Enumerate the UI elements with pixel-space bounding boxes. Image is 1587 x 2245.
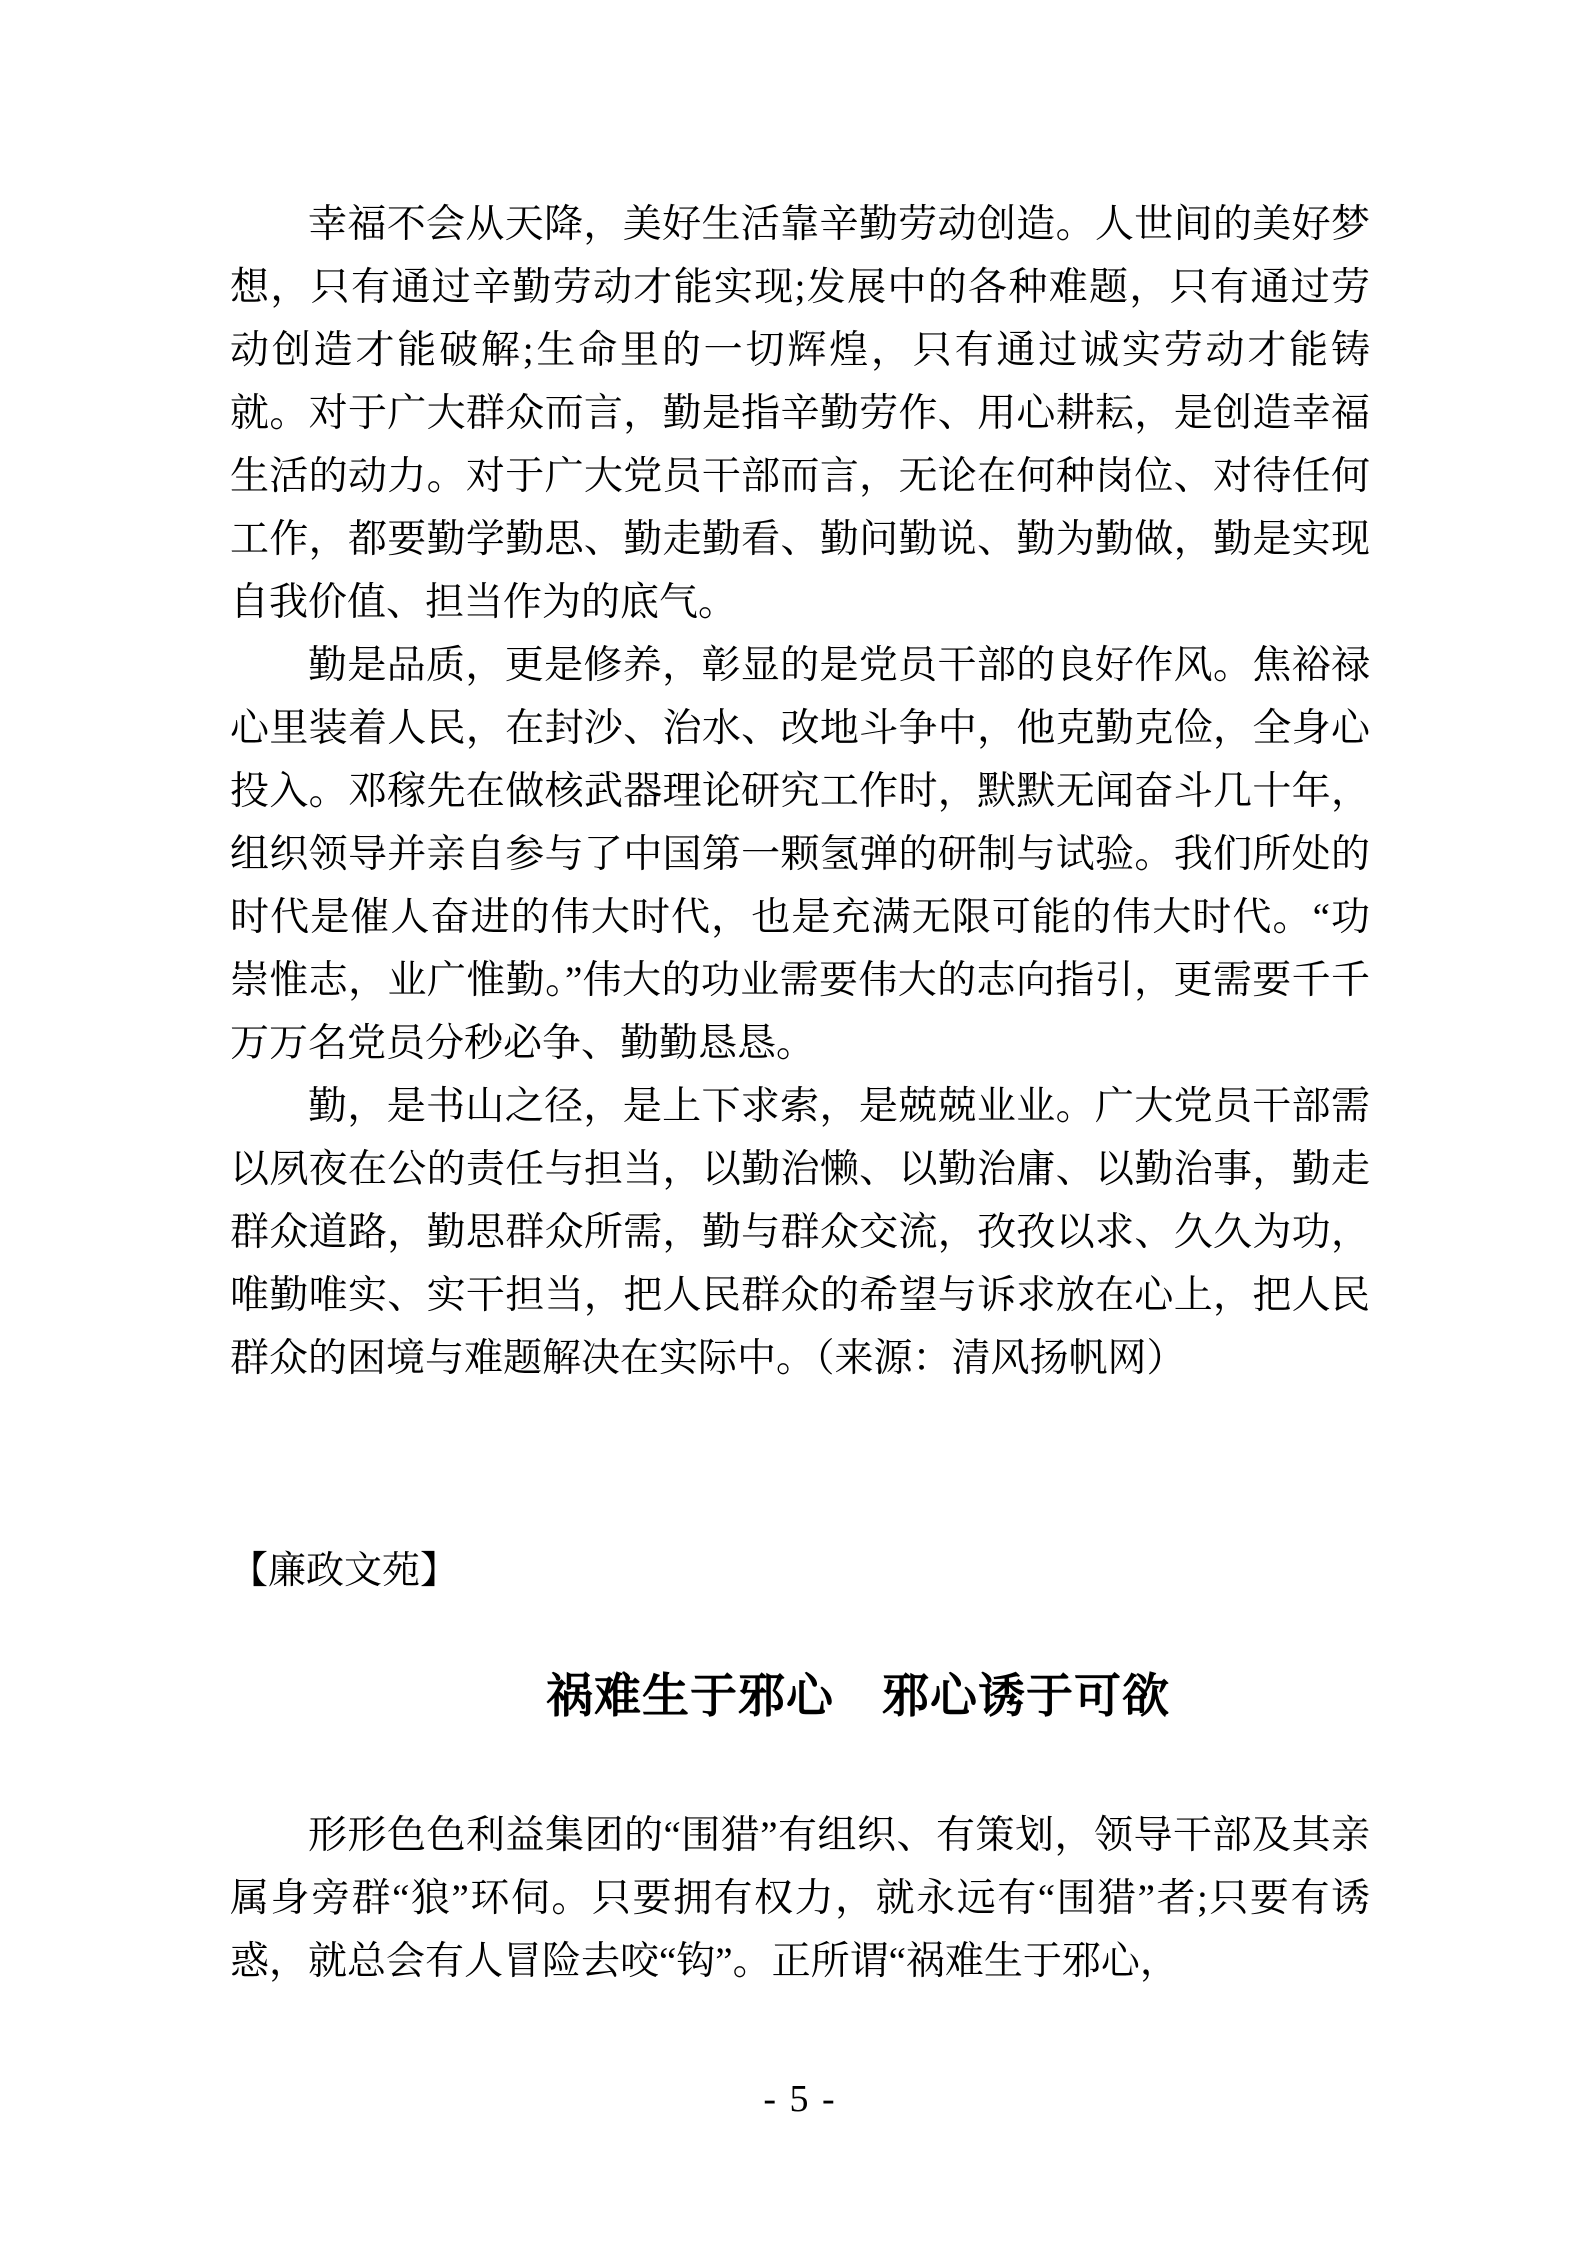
page-number: - 5 - bbox=[763, 2078, 837, 2120]
page-content bbox=[230, 0, 1370, 1993]
page-footer bbox=[230, 2068, 1370, 2131]
article-title: 祸难生于邪心 邪心诱于可欲 bbox=[546, 1671, 1170, 1723]
section-header: 【廉政文苑】 bbox=[230, 1550, 459, 1592]
article-paragraph-1: 形形色色利益集团的“围猎”有组织、有策划，领导干部及其亲属身旁群“狼”环伺。只要拥有权力，就永远有“围猎”者;只要有诱惑，就总会有人冒险去咬“钩”。正所谓“祸难生于邪心， bbox=[230, 1814, 1370, 1983]
body-paragraph-2: 勤是品质，更是修养，彰显的是党员干部的良好作风。焦裕禄心里装着人民，在封沙、治水、改地斗争中，他克勤克俭，全身心投入。邓稼先在做核武器理论研究工作时，默默无闻奋斗几十年，组织领导并亲自参与了中国第一颗氢弹的研制与试验。我们所处的时代是催人奋进的伟大时代，也是充满无限可能的伟大时代。“功崇惟志，业广惟勤。”伟大的功业需要伟大的志向指引，更需要千千万万名党员分秒必争、勤勤恳恳。 bbox=[230, 644, 1370, 1065]
body-paragraph-1: 幸福不会从天降，美好生活靠辛勤劳动创造。人世间的美好梦想，只有通过辛勤劳动才能实现;发展中的各种难题，只有通过劳动创造才能破解;生命里的一切辉煌，只有通过诚实劳动才能铸就。对于广大群众而言，勤是指辛勤劳作、用心耕耘，是创造幸福生活的动力。对于广大党员干部而言，无论在何种岗位、对待任何工作，都要勤学勤思、勤走勤看、勤问勤说、勤为勤做，勤是实现自我价值、担当作为的底气。 bbox=[230, 203, 1370, 624]
body-paragraph-3: 勤，是书山之径，是上下求索，是兢兢业业。广大党员干部需以夙夜在公的责任与担当，以勤治懒、以勤治庸、以勤治事，勤走群众道路，勤思群众所需，勤与群众交流，孜孜以求、久久为功，唯勤唯实、实干担当，把人民群众的希望与诉求放在心上，把人民群众的困境与难题解决在实际中。（来源：清风扬帆网） bbox=[230, 1085, 1370, 1380]
